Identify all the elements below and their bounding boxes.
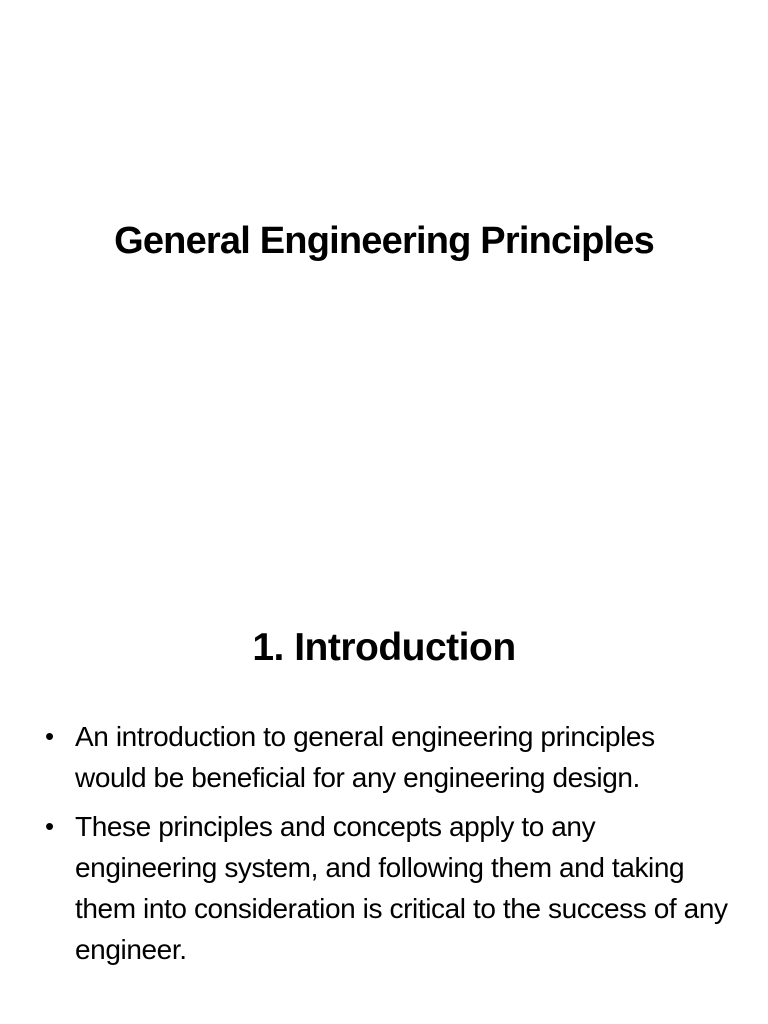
section-heading: 1. Introduction [252,626,516,669]
document-title: General Engineering Principles [114,220,654,262]
bullet-list [40,716,730,978]
bullet-text: An introduction to general engineering principles would be beneficial for any engineering design. [75,721,655,793]
bullet-item [40,716,730,798]
bullet-icon: • [45,721,54,751]
bullet-text: These principles and concepts apply to any engineering system, and following them and taking them into consideration is critical to the success of any engineer. [75,811,728,965]
slide-introduction [0,576,768,1024]
bullet-icon: • [45,811,54,841]
bullet-item [40,806,730,970]
